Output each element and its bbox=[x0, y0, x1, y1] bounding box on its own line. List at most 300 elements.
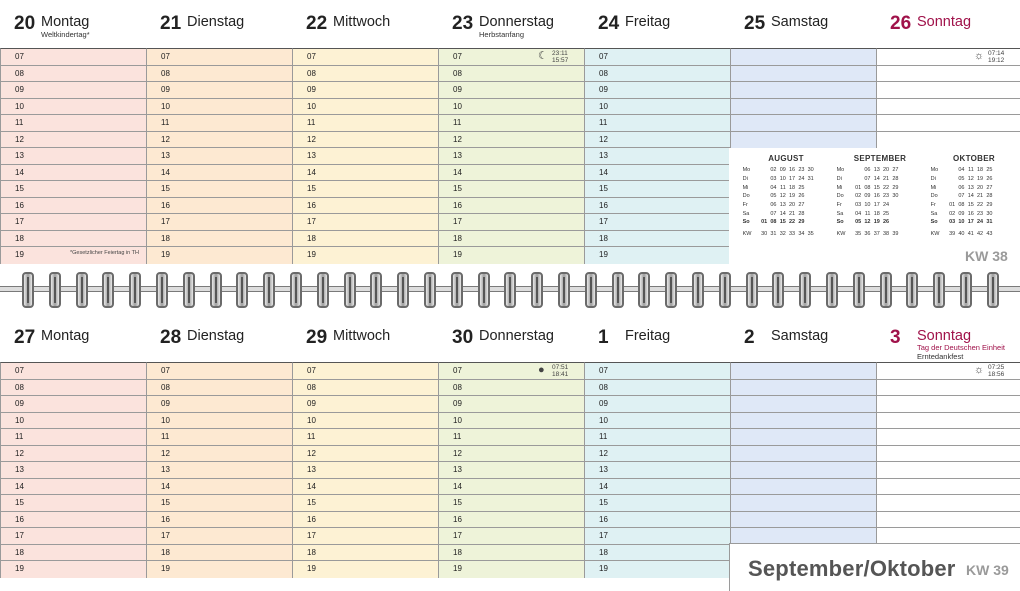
day-number: 21 bbox=[160, 13, 182, 34]
day-header-monday bbox=[0, 0, 146, 48]
hour-slot: 09 bbox=[439, 396, 584, 413]
hour-slot bbox=[731, 363, 876, 380]
date-cell: 11 bbox=[864, 210, 871, 217]
day-number: 1 bbox=[598, 327, 609, 348]
hour-slot: 14 bbox=[1, 479, 146, 496]
date-cell: 18 bbox=[789, 184, 796, 191]
hour-slot: 08 bbox=[293, 380, 438, 397]
day-number: 30 bbox=[452, 327, 474, 348]
hour-column-monday bbox=[0, 48, 146, 264]
hour-slot: 08 bbox=[147, 380, 292, 397]
date-cell: 22 bbox=[883, 184, 890, 191]
hour-slot: 13 bbox=[147, 462, 292, 479]
hour-slot: 13 bbox=[147, 148, 292, 165]
date-cell bbox=[853, 166, 862, 175]
date-cell: 15 bbox=[873, 184, 880, 191]
mini-month-name: SEPTEMBER bbox=[853, 154, 907, 163]
hour-slot: 18 bbox=[1, 545, 146, 562]
hour-slot bbox=[877, 446, 1020, 463]
hour-slot bbox=[877, 396, 1020, 413]
date-cell bbox=[759, 192, 768, 201]
binding-ring bbox=[933, 272, 945, 308]
date-cell: 03 bbox=[855, 202, 862, 209]
date-cell bbox=[891, 218, 900, 227]
hour-slot: 12 bbox=[1, 132, 146, 149]
date-cell: 08 bbox=[770, 219, 777, 226]
hour-slot: 11 bbox=[439, 115, 584, 132]
day-header-saturday bbox=[730, 314, 876, 362]
day-number: 26 bbox=[890, 13, 912, 34]
mini-month-name: OKTOBER bbox=[953, 154, 995, 163]
weekday-label: So bbox=[836, 219, 844, 226]
binding-ring bbox=[612, 272, 624, 308]
kw-label: KW bbox=[742, 230, 752, 237]
hour-slot: 10 bbox=[147, 413, 292, 430]
weekday-label: Do bbox=[930, 193, 938, 200]
kw-cell: 34 bbox=[798, 230, 805, 237]
date-cell: 24 bbox=[883, 202, 890, 209]
hour-slot bbox=[731, 413, 876, 430]
hour-column-saturday bbox=[730, 362, 876, 545]
date-cell: 06 bbox=[864, 167, 871, 174]
binding-ring bbox=[424, 272, 436, 308]
kw-cell: 35 bbox=[855, 230, 862, 237]
hour-slot: 17 bbox=[1, 214, 146, 231]
date-cell: 17 bbox=[873, 202, 880, 209]
binding-ring bbox=[210, 272, 222, 308]
moon-rise: 07:51 bbox=[552, 364, 569, 371]
day-note: Erntedankfest bbox=[917, 352, 964, 361]
hour-slot: 15 bbox=[293, 181, 438, 198]
kw-cell: 38 bbox=[883, 230, 890, 237]
weekday-label: Mi bbox=[742, 184, 749, 191]
hour-slot bbox=[731, 49, 876, 66]
binding-ring bbox=[853, 272, 865, 308]
hour-slot: 15 bbox=[439, 181, 584, 198]
binding-ring bbox=[746, 272, 758, 308]
date-cell: 11 bbox=[968, 167, 974, 174]
weekday-label: Di bbox=[742, 176, 748, 183]
binding-ring bbox=[478, 272, 490, 308]
date-cell: 04 bbox=[855, 210, 862, 217]
day-note: Herbstanfang bbox=[479, 30, 525, 39]
hour-slot: 07 bbox=[147, 363, 292, 380]
binding-ring bbox=[558, 272, 570, 308]
date-cell: 13 bbox=[873, 167, 880, 174]
day-number: 2 bbox=[744, 327, 755, 348]
hour-slot: 16 bbox=[1, 198, 146, 215]
hour-slot: 07 bbox=[293, 363, 438, 380]
moon-times bbox=[538, 50, 569, 64]
hour-slot: 09 bbox=[293, 82, 438, 99]
hour-slot: 18 bbox=[293, 545, 438, 562]
moon-icon: ☾ bbox=[538, 50, 548, 62]
date-cell: 02 bbox=[949, 210, 956, 217]
date-cell: 21 bbox=[977, 193, 984, 200]
hour-slot bbox=[731, 479, 876, 496]
hour-slot: 15 bbox=[585, 495, 730, 512]
hour-slot bbox=[731, 99, 876, 116]
weekday-label: Di bbox=[930, 176, 936, 183]
date-cell: 31 bbox=[807, 176, 814, 183]
sun-times bbox=[974, 364, 1005, 378]
hour-slot: 17 bbox=[439, 528, 584, 545]
hour-slot bbox=[731, 446, 876, 463]
holiday-note: Tag der Deutschen Einheit bbox=[917, 343, 1005, 352]
day-note: Weltkindertag* bbox=[41, 30, 90, 39]
date-cell: 16 bbox=[789, 167, 796, 174]
spiral-binding bbox=[0, 264, 1020, 314]
day-name: Donnerstag bbox=[479, 14, 554, 30]
date-cell: 19 bbox=[977, 176, 984, 183]
kw-cell: 42 bbox=[977, 230, 984, 237]
hour-slot bbox=[877, 462, 1020, 479]
weekday-label: So bbox=[742, 219, 750, 226]
binding-ring bbox=[49, 272, 61, 308]
hour-slot: 14 bbox=[585, 165, 730, 182]
hour-slot: 19 bbox=[15, 250, 24, 259]
day-header-friday bbox=[584, 0, 730, 48]
hour-slot: 09 bbox=[1, 82, 146, 99]
hour-slot: 08 bbox=[585, 66, 730, 83]
date-cell: 09 bbox=[958, 210, 965, 217]
weekday-label: So bbox=[930, 219, 938, 226]
hour-slot: 14 bbox=[439, 165, 584, 182]
weekday-label: Sa bbox=[836, 210, 844, 217]
day-number: 24 bbox=[598, 13, 620, 34]
hour-column-friday bbox=[584, 48, 730, 264]
kw-cell: 33 bbox=[789, 230, 796, 237]
hour-slot: 13 bbox=[293, 148, 438, 165]
date-cell: 30 bbox=[986, 210, 993, 217]
date-cell: 24 bbox=[798, 176, 805, 183]
date-cell bbox=[759, 183, 768, 192]
sun-set: 18:56 bbox=[988, 371, 1005, 378]
hour-slot: 19 bbox=[453, 564, 462, 573]
hour-slot: 18 bbox=[439, 231, 584, 248]
hour-slot: 16 bbox=[1, 512, 146, 529]
hour-slot: 17 bbox=[293, 214, 438, 231]
hour-slot bbox=[731, 396, 876, 413]
hour-column-saturday bbox=[730, 48, 876, 148]
date-cell: 12 bbox=[779, 193, 786, 200]
moon-rise: 23:11 bbox=[552, 50, 568, 57]
moon-times bbox=[538, 364, 569, 378]
date-cell: 21 bbox=[789, 210, 796, 217]
date-cell: 29 bbox=[892, 184, 899, 191]
hour-slot bbox=[877, 413, 1020, 430]
hour-slot: 14 bbox=[293, 165, 438, 182]
hour-slot bbox=[731, 495, 876, 512]
day-name: Samstag bbox=[771, 328, 829, 344]
weekday-label: Mi bbox=[836, 184, 843, 191]
hour-slot: 17 bbox=[1, 528, 146, 545]
binding-ring bbox=[76, 272, 88, 308]
hour-slot: 19 bbox=[307, 564, 316, 573]
date-cell: 27 bbox=[798, 202, 805, 209]
day-header-saturday bbox=[730, 0, 876, 48]
hour-slot: 14 bbox=[585, 479, 730, 496]
hour-slot: 16 bbox=[293, 198, 438, 215]
hour-slot: 11 bbox=[1, 115, 146, 132]
date-cell: 06 bbox=[958, 184, 965, 191]
hour-slot: 07 bbox=[1, 49, 146, 66]
hour-slot: 10 bbox=[439, 413, 584, 430]
hour-slot: 11 bbox=[147, 429, 292, 446]
date-cell: 24 bbox=[977, 219, 984, 226]
date-cell: 28 bbox=[892, 176, 899, 183]
sun-rise: 07:25 bbox=[988, 364, 1005, 371]
kw-cell: 37 bbox=[873, 230, 880, 237]
mini-month-grid bbox=[929, 166, 994, 237]
date-cell: 10 bbox=[958, 219, 965, 226]
day-number: 22 bbox=[306, 13, 328, 34]
date-cell: 01 bbox=[761, 219, 768, 226]
hour-slot: 07 bbox=[293, 49, 438, 66]
date-cell bbox=[806, 201, 815, 210]
sun-icon: ☼ bbox=[974, 364, 985, 376]
day-name: Mittwoch bbox=[333, 14, 391, 30]
date-cell: 13 bbox=[967, 184, 974, 191]
hour-slot: 10 bbox=[293, 413, 438, 430]
hour-column-wednesday bbox=[292, 48, 438, 264]
hour-column-wednesday bbox=[292, 362, 438, 578]
date-cell: 09 bbox=[864, 193, 871, 200]
date-cell: 04 bbox=[770, 184, 777, 191]
hour-slot: 09 bbox=[585, 396, 730, 413]
date-cell bbox=[759, 209, 768, 218]
date-cell: 20 bbox=[789, 202, 796, 209]
hour-slot: 07 bbox=[585, 363, 730, 380]
kw-cell: 43 bbox=[986, 230, 993, 237]
binding-ring bbox=[451, 272, 463, 308]
date-cell: 03 bbox=[770, 176, 777, 183]
hour-slot: 12 bbox=[585, 446, 730, 463]
mini-month-august bbox=[739, 154, 833, 237]
hour-slot: 18 bbox=[293, 231, 438, 248]
hour-slot bbox=[877, 429, 1020, 446]
day-name: Samstag bbox=[771, 14, 829, 30]
kw-cell: 41 bbox=[967, 230, 974, 237]
date-cell bbox=[806, 183, 815, 192]
month-title-box bbox=[729, 543, 1020, 591]
binding-ring bbox=[665, 272, 677, 308]
hour-slot: 18 bbox=[439, 545, 584, 562]
hour-slot: 12 bbox=[147, 132, 292, 149]
binding-ring bbox=[317, 272, 329, 308]
date-cell: 15 bbox=[779, 219, 786, 226]
day-name: Montag bbox=[41, 328, 90, 344]
hour-slot: 12 bbox=[585, 132, 730, 149]
hour-slot: 10 bbox=[293, 99, 438, 116]
day-name: Mittwoch bbox=[333, 328, 391, 344]
hour-slot bbox=[731, 429, 876, 446]
day-header-sunday bbox=[876, 0, 1020, 48]
day-number: 28 bbox=[160, 327, 182, 348]
sun-icon: ☼ bbox=[974, 50, 985, 62]
hour-slot: 15 bbox=[147, 181, 292, 198]
hour-slot: 11 bbox=[439, 429, 584, 446]
day-name: Donnerstag bbox=[479, 328, 554, 344]
date-cell: 30 bbox=[892, 193, 899, 200]
hour-slot: 10 bbox=[147, 99, 292, 116]
hour-slot: 16 bbox=[585, 512, 730, 529]
hour-slot: 09 bbox=[293, 396, 438, 413]
hour-slot: 13 bbox=[439, 462, 584, 479]
date-cell: 10 bbox=[779, 176, 786, 183]
hour-slot bbox=[877, 512, 1020, 529]
weekday-label: Mi bbox=[930, 184, 937, 191]
hour-slot bbox=[877, 66, 1020, 83]
hour-slot: 16 bbox=[439, 198, 584, 215]
date-cell: 20 bbox=[977, 184, 984, 191]
hour-slot: 15 bbox=[1, 495, 146, 512]
date-cell: 07 bbox=[864, 176, 871, 183]
date-cell: 30 bbox=[807, 167, 814, 174]
hour-slot: 12 bbox=[293, 446, 438, 463]
date-cell: 23 bbox=[798, 167, 805, 174]
mini-calendar bbox=[729, 148, 1020, 265]
hour-slot: 14 bbox=[147, 165, 292, 182]
day-header-wednesday bbox=[292, 0, 438, 48]
day-number: 20 bbox=[14, 13, 36, 34]
date-cell bbox=[891, 201, 900, 210]
weekday-label: Mo bbox=[742, 167, 751, 174]
binding-ring bbox=[692, 272, 704, 308]
date-cell bbox=[947, 175, 956, 184]
hour-slot: 13 bbox=[1, 148, 146, 165]
kw-cell: 40 bbox=[958, 230, 965, 237]
day-name: Montag bbox=[41, 14, 90, 30]
hour-slot: 19 bbox=[161, 250, 170, 259]
binding-ring bbox=[638, 272, 650, 308]
day-header-thursday bbox=[438, 0, 584, 48]
hour-slot: 09 bbox=[585, 82, 730, 99]
hour-slot: 12 bbox=[1, 446, 146, 463]
date-cell: 14 bbox=[779, 210, 786, 217]
mini-month-grid bbox=[835, 166, 900, 237]
date-cell: 26 bbox=[883, 219, 890, 226]
binding-ring bbox=[987, 272, 999, 308]
binding-ring bbox=[960, 272, 972, 308]
date-cell bbox=[947, 192, 956, 201]
week-number-39: KW 39 bbox=[966, 562, 1009, 578]
date-cell: 18 bbox=[977, 167, 984, 174]
date-cell: 18 bbox=[873, 210, 880, 217]
hour-slot: 11 bbox=[585, 115, 730, 132]
hour-slot: 17 bbox=[585, 214, 730, 231]
hour-slot bbox=[877, 99, 1020, 116]
hour-slot: 17 bbox=[293, 528, 438, 545]
date-cell: 09 bbox=[779, 167, 786, 174]
hour-slot: 08 bbox=[1, 66, 146, 83]
kw-cell: 39 bbox=[949, 230, 956, 237]
hour-slot: 07 bbox=[439, 49, 584, 66]
mini-month-name: AUGUST bbox=[768, 154, 804, 163]
day-name: Dienstag bbox=[187, 328, 245, 344]
binding-ring bbox=[719, 272, 731, 308]
binding-ring bbox=[263, 272, 275, 308]
day-name: Freitag bbox=[625, 328, 671, 344]
date-cell bbox=[947, 183, 956, 192]
date-cell: 01 bbox=[949, 202, 956, 209]
date-cell: 25 bbox=[798, 184, 805, 191]
date-cell: 27 bbox=[892, 167, 899, 174]
date-cell: 28 bbox=[798, 210, 805, 217]
hour-slot: 19 bbox=[15, 564, 24, 573]
kw-cell: 30 bbox=[761, 230, 768, 237]
date-cell: 17 bbox=[967, 219, 974, 226]
date-cell: 04 bbox=[958, 167, 965, 174]
hour-slot: 15 bbox=[1, 181, 146, 198]
weekday-label: Fr bbox=[836, 202, 842, 209]
weekday-label: Sa bbox=[930, 210, 938, 217]
date-cell: 25 bbox=[883, 210, 890, 217]
hour-slot: 08 bbox=[439, 380, 584, 397]
kw-cell: 35 bbox=[807, 230, 814, 237]
date-cell: 14 bbox=[873, 176, 880, 183]
date-cell: 02 bbox=[770, 167, 777, 174]
date-cell: 19 bbox=[789, 193, 796, 200]
hour-slot bbox=[731, 66, 876, 83]
kw-cell: 31 bbox=[770, 230, 777, 237]
hour-slot bbox=[877, 132, 1020, 149]
hour-slot: 17 bbox=[585, 528, 730, 545]
binding-ring bbox=[826, 272, 838, 308]
hour-slot: 07 bbox=[439, 363, 584, 380]
day-number: 3 bbox=[890, 327, 901, 348]
date-cell: 02 bbox=[855, 193, 862, 200]
date-cell bbox=[759, 166, 768, 175]
hour-column-friday bbox=[584, 362, 730, 578]
hour-column-thursday bbox=[438, 48, 584, 264]
hour-slot bbox=[877, 380, 1020, 397]
binding-ring bbox=[22, 272, 34, 308]
weekday-label: Fr bbox=[930, 202, 936, 209]
hour-slot: 13 bbox=[1, 462, 146, 479]
date-cell: 23 bbox=[977, 210, 984, 217]
day-name: Sonntag bbox=[917, 328, 972, 344]
weekday-label: Mo bbox=[930, 167, 939, 174]
hour-slot: 12 bbox=[147, 446, 292, 463]
binding-ring bbox=[585, 272, 597, 308]
date-cell: 05 bbox=[855, 219, 862, 226]
date-cell: 08 bbox=[864, 184, 871, 191]
hour-slot: 10 bbox=[585, 413, 730, 430]
date-cell bbox=[806, 218, 815, 227]
hour-slot: 11 bbox=[585, 429, 730, 446]
hour-slot: 18 bbox=[585, 231, 730, 248]
binding-ring bbox=[799, 272, 811, 308]
hour-slot: 08 bbox=[147, 66, 292, 83]
hour-slot: 08 bbox=[439, 66, 584, 83]
hour-slot: 15 bbox=[147, 495, 292, 512]
day-header-tuesday bbox=[146, 0, 292, 48]
date-cell: 27 bbox=[986, 184, 993, 191]
hour-slot: 10 bbox=[585, 99, 730, 116]
hour-slot: 15 bbox=[293, 495, 438, 512]
binding-ring bbox=[129, 272, 141, 308]
hour-slot: 08 bbox=[585, 380, 730, 397]
hour-slot: 08 bbox=[1, 380, 146, 397]
hour-slot: 16 bbox=[585, 198, 730, 215]
month-title: September/Oktober bbox=[748, 556, 956, 581]
weekday-label: Do bbox=[836, 193, 844, 200]
date-cell: 03 bbox=[949, 219, 956, 226]
date-cell: 05 bbox=[958, 176, 965, 183]
date-cell: 11 bbox=[780, 184, 786, 191]
binding-ring bbox=[183, 272, 195, 308]
